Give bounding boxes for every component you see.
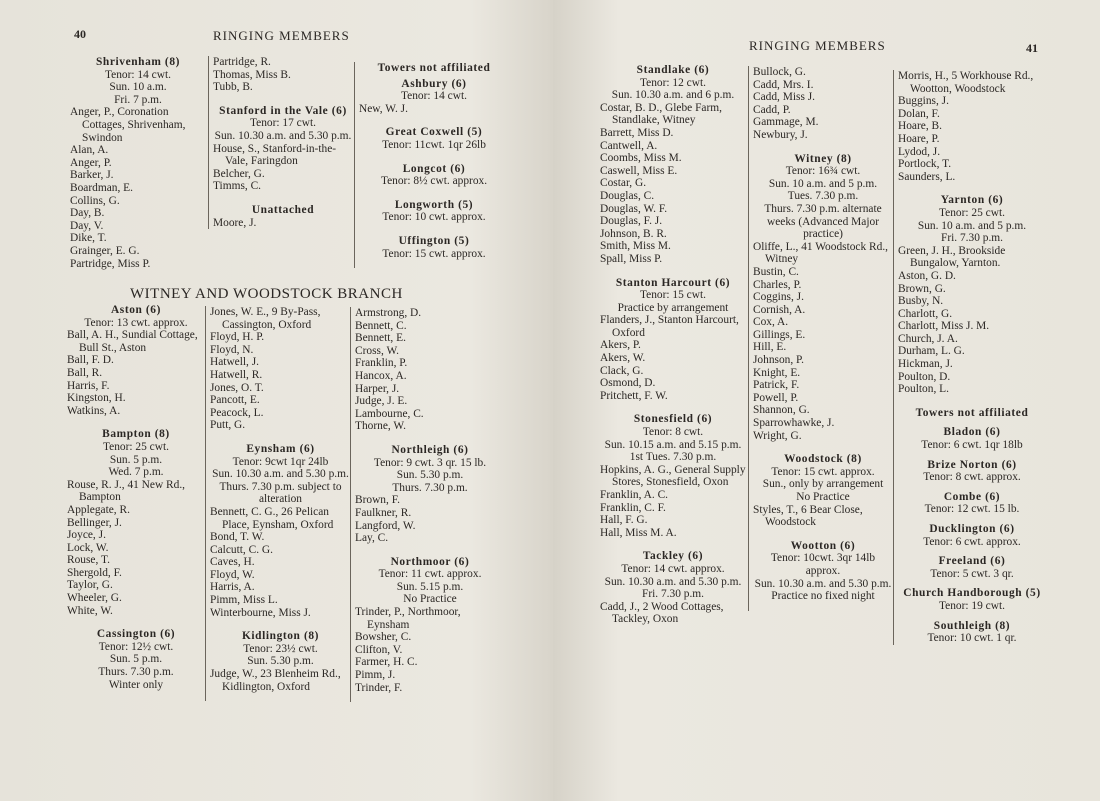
not-affiliated-column (354, 62, 509, 268)
member-entry: Bennett, C. G., 26 Pelican Place, Eynsham, Oxford (210, 505, 334, 531)
member-entry: Applegate, R. (67, 503, 130, 516)
page-number: 40 (74, 27, 86, 41)
tower-info: Sun. 5.30 p.m. (396, 469, 464, 482)
member-entry: Pritchett, F. W. (600, 389, 668, 402)
member-entry: Hickman, J. (898, 358, 953, 371)
tower-info: Tenor: 13 cwt. approx. (84, 316, 188, 329)
member-entry: Anger, P. (70, 156, 112, 169)
member-entry: Cox, A. (753, 316, 789, 329)
member-entry: Johnson, P. (753, 354, 804, 367)
tower-info: Practice by arrangement (617, 301, 729, 314)
tower-heading-great-coxwell-5: Great Coxwell (5) (385, 126, 483, 139)
tower-heading-witney-8: Witney (8) (794, 152, 852, 165)
member-entry: Peacock, L. (210, 406, 264, 419)
unattached-heading: Unattached (251, 203, 315, 216)
tower-heading-bladon-6: Bladon (6) (943, 426, 1001, 439)
member-entry: Cornish, A. (753, 303, 806, 316)
aston-column (67, 304, 205, 699)
member-entry: Hoare, B. (898, 120, 942, 133)
tower-heading-tackley-6: Tackley (6) (642, 550, 704, 563)
member-entry: Gammage, M. (753, 116, 819, 129)
tower-heading-wootton-6: Wootton (6) (790, 539, 856, 552)
member-entry: Hall, F. G. (600, 514, 648, 527)
tower-heading-southleigh-8: Southleigh (8) (933, 619, 1011, 632)
witney-column (748, 66, 893, 611)
member-entry: Clifton, V. (355, 643, 403, 656)
member-entry: Joyce, J. (67, 529, 106, 542)
tower-heading-stonesfield-6: Stonesfield (6) (633, 413, 713, 426)
tower-info: Thurs. 7.30 p.m. alternate weeks (Advanced Major practice) (764, 202, 882, 241)
member-entry: House, S., Stanford-in-the-Vale, Faringdon (213, 142, 337, 168)
tower-heading-yarnton-6: Yarnton (6) (940, 194, 1004, 207)
member-entry: Kingston, H. (67, 392, 126, 405)
member-entry: Saunders, L. (898, 170, 956, 183)
member-entry: Poulton, D. (898, 370, 951, 383)
tower-info: Sun. 5.30 p.m. (247, 655, 314, 668)
tower-heading-eynsham-6: Eynsham (6) (246, 442, 315, 455)
member-entry: Timms, C. (213, 180, 262, 193)
tower-info: Fri. 7.30 p.m. (641, 588, 705, 601)
tower-info: Tenor: 8 cwt. approx. (923, 471, 1021, 484)
member-entry: Akers, W. (600, 352, 646, 365)
tower-info: Tenor: 9cwt 1qr 24lb (232, 455, 329, 468)
member-entry: Harris, F. (67, 379, 110, 392)
tower-info: Tenor: 10 cwt. approx. (382, 211, 486, 224)
member-entry: Spall, Miss P. (600, 252, 663, 265)
running-head: RINGING MEMBERS (749, 38, 886, 53)
tower-heading-ashbury-6: Ashbury (6) (401, 77, 467, 90)
member-entry: Judge, W., 23 Blenheim Rd., Kidlington, Oxford (210, 668, 341, 693)
member-entry: Durham, L. G. (898, 345, 965, 358)
tower-info: Tenor: 12½ cwt. (98, 640, 174, 653)
not-affiliated-heading: Towers not affiliated (377, 62, 491, 74)
tower-heading-longworth-5: Longworth (5) (394, 198, 474, 211)
tower-info: Tenor: 9 cwt. 3 qr. 15 lb. (373, 456, 487, 469)
tower-info: Fri. 7.30 p.m. (940, 232, 1004, 245)
member-entry: Franklin, A. C. (600, 489, 669, 501)
member-entry: Judge, J. E. (355, 395, 408, 408)
stanford-column (208, 56, 353, 229)
member-entry: Partridge, R. (213, 56, 271, 68)
tower-heading-woodstock-8: Woodstock (8) (784, 453, 862, 466)
member-entry: Langford, W. (355, 519, 416, 532)
member-entry: Charles, P. (753, 278, 802, 291)
tower-heading-cassington-6: Cassington (6) (96, 628, 176, 641)
member-entry: Gillings, E. (753, 328, 806, 341)
member-entry: Poulton, L. (898, 383, 949, 396)
member-entry: Patrick, F. (753, 379, 800, 392)
member-entry: Charlott, G. (898, 307, 953, 320)
member-entry: Tubb, B. (213, 81, 253, 94)
member-entry: Rouse, T. (67, 554, 110, 567)
member-entry: Busby, N. (898, 295, 944, 308)
tower-info: Tenor: 17 cwt. (250, 117, 316, 130)
member-entry: Osmond, D. (600, 377, 656, 390)
tower-info: No Practice (403, 593, 457, 606)
member-entry: Farmer, H. C. (355, 656, 418, 669)
tower-info: Tenor: 23½ cwt. (243, 642, 318, 655)
member-entry: Anger, P., Coronation Cottages, Shrivenham, Swindon (70, 106, 186, 144)
eynsham-column (205, 306, 351, 701)
member-entry: Collins, G. (70, 194, 120, 207)
tower-heading-longcot-6: Longcot (6) (402, 162, 466, 175)
member-entry: Pimm, Miss L. (210, 594, 278, 607)
member-entry: Sparrowhawke, J. (753, 417, 835, 430)
member-entry: Costar, B. D., Glebe Farm, Standlake, Witney (600, 101, 722, 127)
member-entry: Thorne, W. (355, 420, 406, 433)
tower-heading-combe-6: Combe (6) (943, 490, 1001, 503)
member-entry: Belcher, G. (213, 167, 265, 180)
tower-info: 1st Tues. 7.30 p.m. (629, 451, 717, 464)
tower-info: Thurs. 7.30 p.m. subject to alteration (219, 480, 342, 506)
member-entry: Portlock, T. (898, 158, 952, 171)
member-entry: Hancox, A. (355, 369, 407, 382)
tower-heading-kidlington-8: Kidlington (8) (241, 630, 320, 643)
tower-heading-standlake-6: Standlake (6) (636, 64, 710, 76)
member-entry: Hill, E. (753, 341, 787, 354)
member-entry: Green, J. H., Brookside Bungalow, Yarnton. (898, 244, 1006, 270)
member-entry: Watkins, A. (67, 404, 121, 417)
member-entry: Hatwell, R. (210, 368, 263, 381)
member-entry: Day, V. (70, 219, 104, 232)
tower-heading-shrivenham: Shrivenham (8) (95, 56, 181, 68)
member-entry: Oliffe, L., 41 Woodstock Rd., Witney (753, 240, 889, 266)
tower-heading-brize-norton-6: Brize Norton (6) (927, 458, 1017, 471)
member-entry: Winterbourne, Miss J. (210, 606, 311, 619)
tower-info: Tenor: 10 cwt. 1 qr. (927, 632, 1017, 645)
tower-info: Sun. 10 a.m. and 5 p.m. (917, 219, 1027, 232)
member-entry: Hall, Miss M. A. (600, 526, 677, 539)
member-entry: Bond, T. W. (210, 531, 265, 544)
member-entry: Faulkner, R. (355, 506, 412, 519)
member-entry: Lock, W. (67, 541, 109, 554)
member-entry: Franklin, C. F. (600, 501, 666, 514)
member-entry: Akers, P. (600, 339, 641, 352)
tower-info: Sun. 10.15 a.m. and 5.15 p.m. (604, 438, 742, 451)
member-entry: Shannon, G. (753, 404, 810, 417)
member-entry: Boardman, E. (70, 181, 133, 194)
shrivenham-column (70, 56, 206, 270)
member-entry: Church, J. A. (898, 332, 958, 345)
member-entry: Ball, A. H., Sundial Cottage, Bull St., Aston (67, 329, 198, 354)
member-entry: Coombs, Miss M. (600, 152, 682, 165)
member-entry: Cadd, Miss J. (753, 91, 816, 104)
member-entry: Styles, T., 6 Bear Close, Woodstock (753, 503, 863, 529)
tower-info: Tenor: 11cwt. 1qr 26lb (382, 138, 486, 151)
member-entry: Caves, H. (210, 556, 255, 569)
tower-info: Tenor: 6 cwt. approx. (923, 535, 1021, 548)
member-entry: Cantwell, A. (600, 139, 658, 152)
member-entry: Hatwell, J. (210, 356, 260, 369)
tower-info: Sun. 10.30 a.m. and 5.30 p.m. (604, 575, 742, 588)
member-entry: Knight, E. (753, 366, 801, 379)
member-entry: Thomas, Miss B. (213, 68, 291, 81)
running-head: RINGING MEMBERS (213, 28, 350, 43)
member-entry: Harris, A. (210, 581, 255, 594)
tower-info: No Practice (796, 491, 850, 503)
tower-info: Sun. 10 a.m. and 5 p.m. (768, 177, 878, 190)
member-entry: Hopkins, A. G., General Supply Stores, Stonesfield, Oxon (600, 463, 746, 489)
tower-info: Thurs. 7.30 p.m. (392, 481, 468, 494)
tower-heading-bampton-8: Bampton (8) (102, 428, 170, 441)
member-entry: New, W. J. (359, 102, 408, 115)
tower-info: Tenor: 14 cwt. (401, 90, 467, 103)
member-entry: Bustin, C. (753, 265, 799, 278)
member-entry: Aston, G. D. (898, 269, 956, 282)
member-entry: Jones, O. T. (210, 381, 264, 394)
member-entry: Hoare, P. (898, 132, 940, 145)
member-entry: Ball, R. (67, 366, 103, 379)
tower-info: Sun. 10.30 a.m. and 5.30 p.m. (212, 468, 349, 481)
yarnton-column (893, 70, 1046, 645)
tower-info: Tenor: 25 cwt. (939, 206, 1005, 219)
tower-info: Tenor: 10cwt. 3qr 14lb approx. (770, 552, 876, 577)
member-entry: Jones, W. E., 9 By-Pass, Cassington, Oxford (210, 306, 321, 331)
member-entry: Barker, J. (70, 169, 114, 182)
member-entry: Partridge, Miss P. (70, 257, 151, 270)
tower-info: Tenor: 14 cwt. (105, 68, 171, 81)
member-entry: Cadd, P. (753, 103, 791, 116)
member-entry: Alan, A. (70, 144, 109, 157)
member-entry: Wright, G. (753, 429, 802, 442)
member-entry: Bullock, G. (753, 66, 806, 78)
member-entry: Lay, C. (355, 532, 389, 545)
member-entry: Flanders, J., Stanton Harcourt, Oxford (600, 314, 739, 339)
tower-info: Sun. 5.15 p.m. (396, 580, 464, 593)
member-entry: Bennett, E. (355, 332, 406, 345)
tower-info: Sun. 5 p.m. (109, 453, 163, 466)
member-entry: Buggins, J. (898, 95, 949, 108)
tower-info: Tenor: 15 cwt. approx. (771, 465, 875, 478)
member-entry: Floyd, W. (210, 568, 255, 581)
member-entry: Franklin, P. (355, 357, 408, 370)
member-entry: Bowsher, C. (355, 631, 412, 644)
member-entry: Wheeler, G. (67, 592, 122, 605)
tower-heading-ducklington-6: Ducklington (6) (929, 523, 1015, 535)
tower-info: Tenor: 5 cwt. 3 qr. (930, 567, 1014, 580)
tower-info: Tenor: 6 cwt. 1qr 18lb (921, 439, 1023, 452)
tower-heading-uffington-5: Uffington (5) (398, 234, 470, 247)
member-entry: Johnson, B. R. (600, 227, 667, 240)
member-entry: Cadd, Mrs. I. (753, 78, 814, 91)
member-entry: Bennett, C. (355, 319, 407, 332)
tower-info: Tenor: 19 cwt. (939, 599, 1005, 612)
member-entry: Douglas, F. J. (600, 215, 663, 228)
tower-info: Tenor: 11 cwt. approx. (378, 568, 482, 581)
member-entry: White, W. (67, 604, 113, 617)
member-entry: Newbury, J. (753, 128, 808, 141)
member-entry: Dike, T. (70, 232, 107, 245)
member-entry: Rouse, R. J., 41 New Rd., Bampton (67, 478, 186, 504)
tower-info: Wed. 7 p.m. (108, 466, 164, 479)
tower-info: Tenor: 8½ cwt. approx. (380, 175, 488, 188)
member-entry: Ball, F. D. (67, 354, 114, 367)
tower-heading-church-handborough-5: Church Handborough (5) (903, 587, 1041, 600)
member-entry: Trinder, P., Northmoor, Eynsham (355, 606, 461, 631)
tower-info: Tues. 7.30 p.m. (787, 190, 859, 203)
member-entry: Caswell, Miss E. (600, 164, 678, 177)
tower-info: Tenor: 16¾ cwt. (785, 165, 861, 178)
member-entry: Cross, W. (355, 344, 399, 357)
standlake-column (600, 64, 746, 634)
tower-info: Sun. 5 p.m. (109, 653, 163, 666)
tower-info: Tenor: 12 cwt. (640, 76, 706, 89)
tower-info: Fri. 7 p.m. (114, 93, 162, 106)
member-entry: Taylor, G. (67, 579, 113, 592)
tower-info: Sun. 10.30 a.m. and 5.30 p.m. (214, 129, 352, 142)
member-entry: Trinder, F. (355, 681, 403, 694)
member-entry: Calcutt, C. G. (210, 543, 273, 556)
member-entry: Brown, F. (355, 494, 400, 507)
member-entry: Charlott, Miss J. M. (898, 320, 990, 333)
tower-heading-northmoor-6: Northmoor (6) (390, 555, 470, 568)
member-entry: Costar, G. (600, 177, 647, 190)
tower-info: Tenor: 15 cwt. approx. (382, 247, 486, 260)
branch-title: WITNEY AND WOODSTOCK BRANCH (130, 286, 403, 302)
member-entry: Clack, G. (600, 364, 644, 377)
member-entry: Lambourne, C. (355, 407, 424, 420)
member-entry: Cadd, J., 2 Wood Cottages, Tackley, Oxon (600, 600, 724, 626)
tower-info: Sun. 10 a.m. (109, 81, 167, 94)
member-entry: Grainger, E. G. (70, 244, 140, 257)
member-entry: Floyd, N. (210, 343, 254, 356)
tower-info: Sun. 10.30 a.m. and 5.30 p.m. Practice no fixed night (754, 577, 892, 603)
member-entry: Day, B. (70, 207, 105, 220)
tower-info: Winter only (108, 678, 164, 691)
member-entry: Smith, Miss M. (600, 240, 671, 253)
tower-info: Sun. 10.30 a.m. and 6 p.m. (611, 89, 735, 102)
member-entry: Coggins, J. (753, 291, 804, 304)
northleigh-column (350, 307, 505, 702)
tower-heading-stanford-in-the-vale: Stanford in the Vale (6) (219, 104, 347, 117)
member-entry: Douglas, W. F. (600, 202, 668, 215)
not-affiliated-heading: Towers not affiliated (915, 406, 1029, 419)
member-entry: Bellinger, J. (67, 516, 122, 529)
member-entry: Morris, H., 5 Workhouse Rd., Wootton, Woodstock (898, 70, 1034, 95)
member-entry: Putt, G. (210, 419, 246, 432)
tower-heading-stanton-harcourt-6: Stanton Harcourt (6) (615, 276, 731, 289)
tower-info: Tenor: 12 cwt. 15 lb. (924, 503, 1020, 516)
member-entry: Harper, J. (355, 382, 400, 395)
right-page (553, 0, 1100, 801)
tower-info: Thurs. 7.30 p.m. (98, 666, 174, 679)
member-entry: Barrett, Miss D. (600, 126, 674, 139)
tower-heading-aston-6: Aston (6) (110, 304, 161, 316)
tower-info: Tenor: 25 cwt. (103, 440, 169, 453)
tower-heading-northleigh-6: Northleigh (6) (391, 443, 469, 456)
tower-heading-freeland-6: Freeland (6) (938, 555, 1006, 568)
tower-info: Tenor: 14 cwt. approx. (621, 562, 725, 575)
member-entry: Dolan, F. (898, 107, 940, 120)
member-entry: Pimm, J. (355, 669, 396, 682)
member-entry: Powell, P. (753, 391, 799, 404)
member-entry: Shergold, F. (67, 566, 122, 579)
member-entry: Armstrong, D. (355, 307, 422, 319)
page-number: 41 (1026, 41, 1038, 55)
member-entry: Floyd, H. P. (210, 331, 265, 344)
member-entry: Moore, J. (213, 216, 257, 229)
tower-info: Sun., only by arrangement (762, 478, 884, 491)
member-entry: Brown, G. (898, 282, 946, 295)
member-entry: Douglas, C. (600, 189, 655, 202)
tower-info: Tenor: 15 cwt. (640, 289, 706, 302)
tower-info: Tenor: 8 cwt. (642, 426, 704, 439)
member-entry: Lydod, J. (898, 145, 941, 158)
member-entry: Pancott, E. (210, 394, 260, 407)
